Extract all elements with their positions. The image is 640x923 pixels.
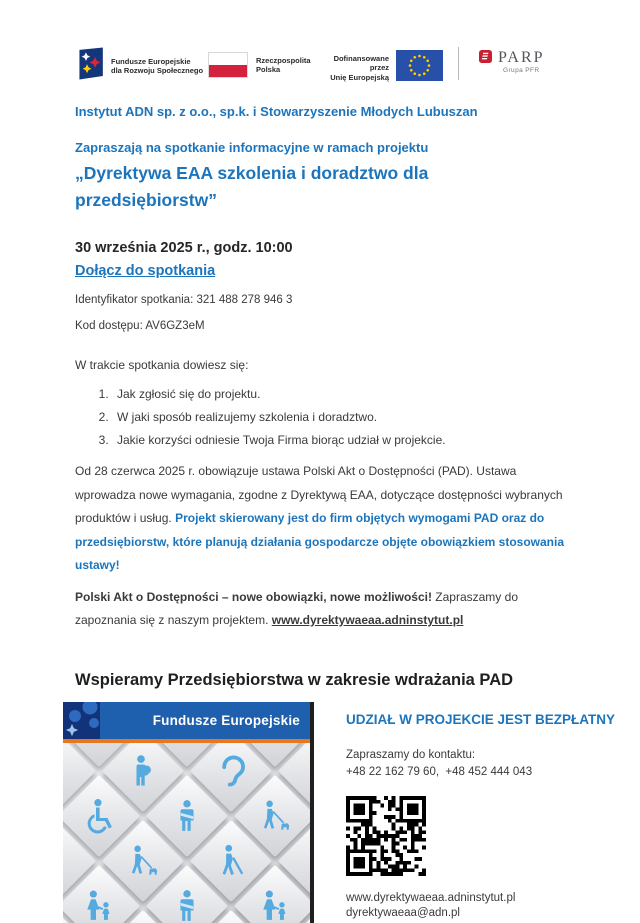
pl-logo-line2: Polska	[256, 65, 281, 74]
about-paragraph	[75, 460, 567, 578]
contact-column	[346, 702, 615, 919]
support-heading: Wspieramy Przedsiębiorstwa w zakresie wdrażania PAD	[75, 670, 514, 689]
cta-paragraph	[75, 586, 567, 633]
person-icon	[114, 922, 172, 923]
fe-logo-line1: Fundusze Europejskie	[111, 56, 191, 66]
about-text-black: Od 28 czerwca 2025 r. obowiązuje ustawa Polski Akt o Dostępności (PAD). Ustawa wprowadza nowe wymagania, zgodne z Dyrektywą EAA, dotyczące dostępności wybranych produktów i usług.	[75, 464, 563, 525]
parp-subtitle: Grupa PFR	[503, 67, 540, 74]
agenda-list	[75, 383, 567, 452]
cta-bold: Polski Akt o Dostępności – nowe obowiązki, nowe możliwości!	[75, 589, 432, 604]
organizers-line: Instytut ADN sp. z o.o., sp.k. i Stowarzyszenie Młodych Lubuszan	[75, 104, 478, 119]
family-icon	[246, 877, 304, 923]
image-banner	[63, 702, 310, 739]
dot-icon	[202, 922, 260, 923]
fe-logo-line2: dla Rozwoju Społecznego	[111, 66, 204, 75]
qr-code	[346, 796, 426, 876]
project-website-link[interactable]: www.dyrektywaeaa.adninstytut.pl	[271, 613, 464, 627]
contact-phones: +48 22 162 79 60, +48 452 444 043	[346, 765, 533, 778]
accessibility-image	[63, 702, 314, 923]
parp-name: PARP	[498, 49, 545, 66]
tiles-area	[63, 743, 310, 923]
project-title: „Dyrektywa EAA szkolenia i doradztwo dla przedsiębiorstw”	[75, 163, 429, 210]
agenda-item: 2. W jaki sposób realizujemy szkolenia i doradztwo.	[112, 406, 567, 429]
bottom-row	[63, 702, 616, 923]
banner-title: Fundusze Europejskie	[152, 712, 300, 728]
banner-motif-icon	[63, 702, 100, 739]
about-text-blue: Projekt skierowany jest do firm objętych wymogami PAD oraz do przedsiębiorstw, które planują działania gospodarcze objęte obowiązkiem stosowania ustawy!	[75, 511, 564, 572]
agenda-item: 1. Jak zgłosić się do projektu.	[112, 383, 567, 406]
eu-funding-line1: Dofinansowane przez	[333, 53, 389, 73]
sling-icon	[158, 877, 216, 923]
meeting-id: Identyfikator spotkania: 321 488 278 946 3	[75, 294, 293, 306]
eu-funding-line2: Unię Europejską	[330, 72, 389, 82]
join-meeting-link[interactable]: Dołącz do spotkania	[75, 263, 216, 279]
invitation-line: Zapraszają na spotkanie informacyjne w ramach projektu	[75, 140, 429, 155]
family-icon	[70, 877, 128, 923]
pl-logo-line1: Rzeczpospolita	[256, 55, 311, 65]
agenda-intro: W trakcie spotkania dowiesz się:	[75, 358, 249, 372]
free-participation-label: UDZIAŁ W PROJEKCIE JEST BEZPŁATNY	[346, 711, 616, 727]
agenda-item: 3. Jakie korzyści odniesie Twoja Firma biorąc udział w projekcie.	[112, 429, 567, 452]
website-link[interactable]: www.dyrektywaeaa.adninstytut.pl	[346, 891, 516, 904]
access-code: Kod dostępu: AV6GZ3eM	[75, 320, 205, 332]
cta-text: Zapraszamy do zapoznania się z naszym projektem.	[75, 589, 518, 627]
meeting-datetime: 30 września 2025 r., godz. 10:00	[75, 240, 293, 256]
email-link[interactable]: dyrektywaeaa@adn.pl	[346, 906, 460, 919]
contact-intro: Zapraszamy do kontaktu:	[346, 748, 476, 761]
flyer-content	[75, 0, 616, 923]
